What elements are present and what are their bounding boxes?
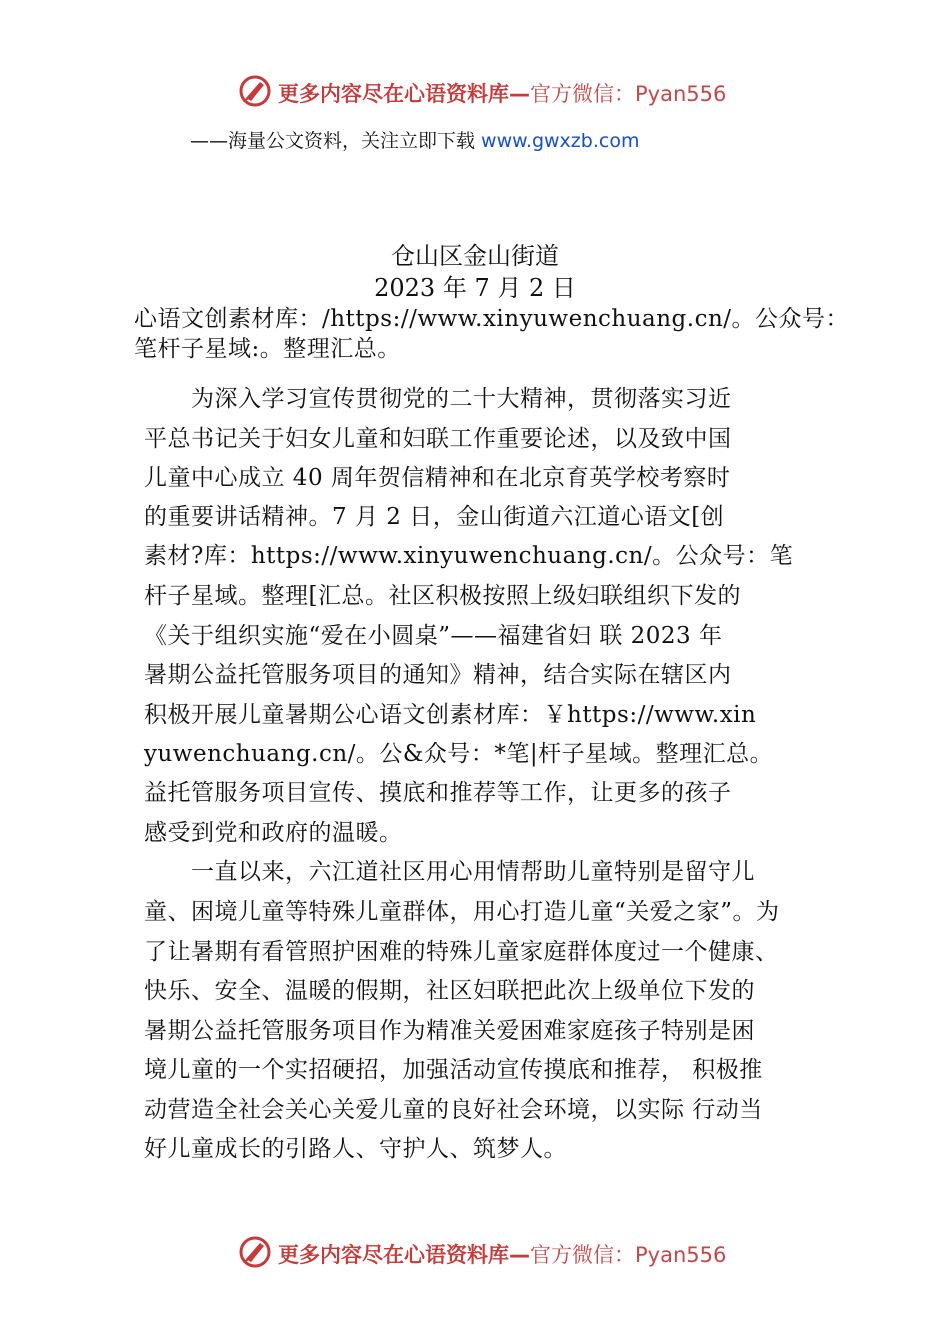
paragraph-line: yuwenchuang.cn/。公&众号：*笔|杆子星域。整理汇总。 xyxy=(144,741,774,767)
brush-seal-icon xyxy=(238,1235,272,1269)
paragraph-line: 的重要讲话精神。7 月 2 日，金山街道六江道心语文[创 xyxy=(144,504,725,530)
paragraph-line: 素材?库：https://www.xinyuwenchuang.cn/。公众号：笔 xyxy=(144,543,794,569)
paragraph-line: 动营造全社会关心关爱儿童的良好社会环境，以实际 行动当 xyxy=(144,1097,763,1123)
paragraph-line: 了让暑期有看管照护困难的特殊儿童家庭群体度过一个健康、 xyxy=(144,939,779,965)
download-notice xyxy=(190,126,639,153)
footer-banner xyxy=(0,1233,950,1273)
paragraph-line: 童、困境儿童等特殊儿童群体，用心打造儿童“关爱之家”。为 xyxy=(144,899,780,925)
document-org: 仓山区金山街道 xyxy=(391,242,559,270)
paragraph-line: 平总书记关于妇女儿童和妇联工作重要论述，以及致中国 xyxy=(144,426,732,452)
banner-slogan-text: 更多内容尽在心语资料库— xyxy=(278,82,530,106)
paragraph-line: 益托管服务项目宣传、摸底和推荐等工作，让更多的孩子 xyxy=(144,780,732,806)
paragraph-line: 暑期公益托管服务项目的通知》精神，结合实际在辖区内 xyxy=(144,662,732,688)
paragraph-line: 快乐、安全、温暖的假期，社区妇联把此次上级单位下发的 xyxy=(144,978,755,1004)
source-note-line: 心语文创素材库：/https://www.xinyuwenchuang.cn/。公众号： xyxy=(134,306,850,332)
brush-seal-icon xyxy=(238,74,272,108)
download-link[interactable]: www.gwxzb.com xyxy=(481,130,640,152)
download-notice-text: ——海量公文资料，关注立即下载 xyxy=(190,130,482,152)
paragraph-line: 积极开展儿童暑期公心语文创素材库：￥https://www.xin xyxy=(144,702,757,728)
paragraph-line: 《关于组织实施“爱在小圆桌”——福建省妇 联 2023 年 xyxy=(144,623,723,649)
header-banner xyxy=(0,72,950,112)
paragraph-line: 暑期公益托管服务项目作为精准关爱困难家庭孩子特别是困 xyxy=(144,1018,755,1044)
paragraph-line: 杆子星域。整理[汇总。社区积极按照上级妇联组织下发的 xyxy=(144,583,741,609)
source-note-line: 笔杆子星域:。整理汇总。 xyxy=(134,336,401,362)
paragraph-line: 儿童中心成立 40 周年贺信精神和在北京育英学校考察时 xyxy=(144,465,731,491)
banner-slogan xyxy=(278,78,726,108)
paragraph-line: 为深入学习宣传贯彻党的二十大精神，贯彻落实习近 xyxy=(144,386,732,412)
banner-slogan xyxy=(278,1239,726,1269)
banner-wechat: 官方微信：Pyan556 xyxy=(530,1243,727,1267)
document-date: 2023 年 7 月 2 日 xyxy=(374,274,576,302)
paragraph-line: 一直以来，六江道社区用心用情帮助儿童特别是留守儿 xyxy=(144,859,755,885)
paragraph-line: 好儿童成长的引路人、守护人、筑梦人。 xyxy=(144,1136,567,1162)
banner-wechat: 官方微信：Pyan556 xyxy=(530,82,727,106)
paragraph-line: 感受到党和政府的温暖。 xyxy=(144,820,403,846)
paragraph-line: 境儿童的一个实招硬招，加强活动宣传摸底和推荐， 积极推 xyxy=(144,1057,763,1083)
banner-slogan-text: 更多内容尽在心语资料库— xyxy=(278,1243,530,1267)
